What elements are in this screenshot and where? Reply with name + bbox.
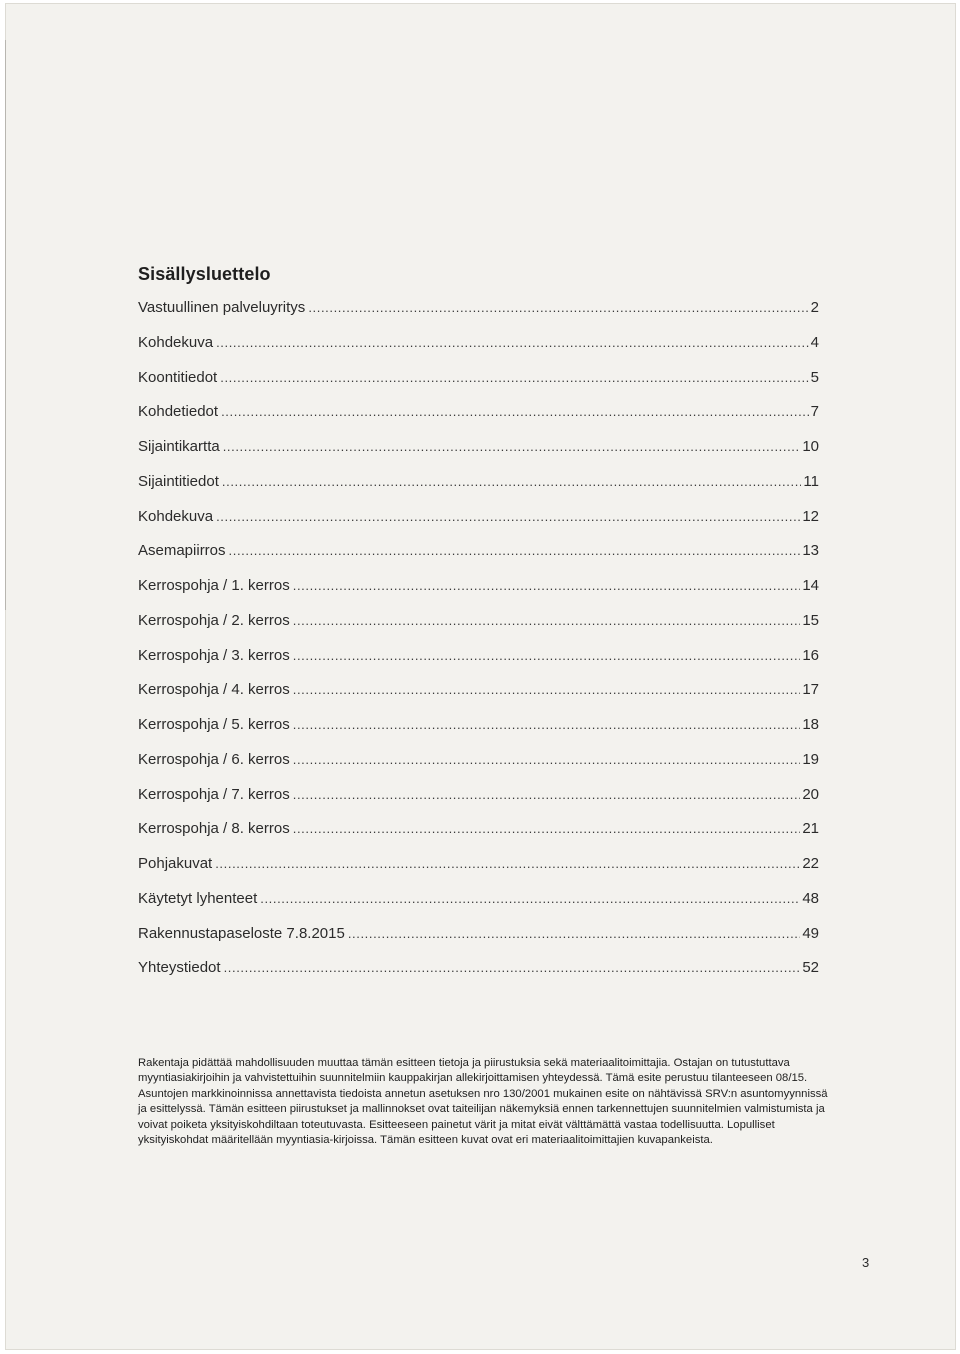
dot-leader [260,887,800,911]
dot-leader [293,748,801,772]
toc-entry-label: Kerrospohja / 1. kerros [138,577,290,594]
toc-entry-kerrospohja-5[interactable] [138,713,819,748]
toc-entry-sijaintitiedot[interactable] [138,470,819,505]
toc-entry-label: Kerrospohja / 8. kerros [138,820,290,838]
toc-entry-sijaintikartta[interactable] [138,435,819,470]
toc-entry-asemapiirros[interactable] [138,539,819,574]
toc-entry-page: 5 [810,368,819,386]
dot-leader [215,852,800,876]
toc-entry-page: 15 [802,611,819,629]
toc-entry-label: Yhteystiedot [138,959,221,977]
toc-entry-label: Kerrospohja / 7. kerros [138,785,290,803]
toc-entry-page: 49 [802,924,819,942]
toc-entry-label: Kohdetiedot [138,403,219,421]
toc-entry-page: 48 [802,889,819,907]
toc-entry-kerrospohja-6[interactable] [138,748,819,783]
dot-leader [216,505,800,529]
disclaimer-text: Rakentaja pidättää mahdollisuuden muuttaa tämän esitteen tietoja ja piirustuksia sekä materiaalitoimittajia. Ostajan on tutustuttava myyntiasiakirjoihin ja vahvistettuihin suunnitelmiin kauppakirjan allekirjoittamisen yhteydessä. Tämä esite perustuu tilanteeseen 08/15. Asuntojen markkinoinnissa annettavista tiedoista annetun asetuksen nro 130/2001 mukainen esite on nähtävissä SRV:n asuntomyynnissä ja esittelyssä. Tämän esitteen piirustukset ja mallinnokset ovat taiteilijan näkemyksiä ennen tarkennettujen suunnitelmien valmistumista ja voivat poiketa yksityiskohdiltaan toteutuvasta. Esitteeseen painetut värit ja mitat eivät välttämättä vastaa todellisuutta. Lopulliset yksityiskohdat määritellään myyntiasia-kirjoissa. Tämän esitteen kuvat ovat eri materiaalitoimittajien kuvapankeista. [138,1057,828,1147]
dot-leader [293,817,801,841]
toc-entry-kaytetyt-lyhenteet[interactable] [138,887,819,922]
dot-leader [308,296,808,320]
toc-entry-label: Pohjakuvat [138,855,213,872]
toc-entry-page: 21 [802,820,819,838]
toc-entry-page: 17 [802,681,819,699]
toc-entry-page: 20 [802,785,819,803]
toc-entry-page: 16 [802,646,819,664]
toc-entry-label: Rakennustapaseloste 7.8.2015 [138,924,345,942]
toc-entry-label: Käytetyt lyhenteet [138,889,258,907]
toc-entry-page: 52 [802,959,819,977]
toc-entry-page: 18 [802,716,819,733]
toc-entry-kerrospohja-3[interactable] [138,644,819,679]
toc-entry-label: Kohdekuva [138,507,214,525]
toc-entry-label: Vastuullinen palveluyritys [138,299,306,316]
dot-leader [348,922,800,946]
dot-leader [293,609,801,633]
toc-entry-kerrospohja-1[interactable] [138,574,819,609]
toc-entry-pohjakuvat[interactable] [138,852,819,887]
dot-leader [224,956,801,980]
page-edge-line [5,40,6,610]
dot-leader [221,400,809,424]
toc-entry-kerrospohja-2[interactable] [138,609,819,644]
dot-leader [293,644,801,668]
dot-leader [293,783,801,807]
toc-entry-rakennustapaseloste[interactable] [138,922,819,957]
toc-entry-label: Kerrospohja / 4. kerros [138,681,290,699]
toc-entry-kerrospohja-7[interactable] [138,783,819,818]
toc-entry-kerrospohja-4[interactable] [138,678,819,713]
toc-entry-page: 12 [802,507,819,525]
toc-entry-yhteystiedot[interactable] [138,956,819,991]
toc-entry-kohdetiedot[interactable] [138,400,819,435]
dot-leader [293,574,801,598]
dot-leader [223,435,801,459]
table-of-contents [138,296,819,991]
toc-entry-page: 4 [810,333,819,351]
toc-entry-label: Asemapiirros [138,542,226,560]
toc-entry-vastuullinen-palveluyritys[interactable] [138,296,819,331]
toc-entry-page: 19 [802,750,819,768]
toc-entry-label: Sijaintitiedot [138,472,219,490]
toc-entry-label: Kerrospohja / 6. kerros [138,750,290,768]
toc-entry-label: Koontitiedot [138,368,218,386]
dot-leader [293,713,801,737]
toc-entry-page: 10 [802,438,819,455]
dot-leader [293,678,801,702]
toc-entry-page: 22 [802,855,819,872]
toc-entry-page: 14 [802,577,819,594]
toc-entry-page: 13 [802,542,819,560]
dot-leader [216,331,809,355]
toc-entry-label: Kerrospohja / 2. kerros [138,611,290,629]
toc-entry-page: 7 [810,403,819,421]
toc-entry-koontitiedot[interactable] [138,366,819,401]
toc-entry-kerrospohja-8[interactable] [138,817,819,852]
page-number: 3 [862,1255,870,1270]
toc-title: Sisällysluettelo [138,264,271,284]
dot-leader [220,366,808,390]
toc-entry-page: 2 [810,299,819,316]
toc-entry-kohdekuva[interactable] [138,331,819,366]
dot-leader [229,539,801,563]
toc-entry-label: Sijaintikartta [138,438,220,455]
toc-entry-kohdekuva-2[interactable] [138,505,819,540]
toc-entry-label: Kerrospohja / 5. kerros [138,716,290,733]
toc-entry-label: Kohdekuva [138,333,214,351]
dot-leader [222,470,802,494]
toc-entry-label: Kerrospohja / 3. kerros [138,646,290,664]
toc-entry-page: 11 [803,472,819,490]
